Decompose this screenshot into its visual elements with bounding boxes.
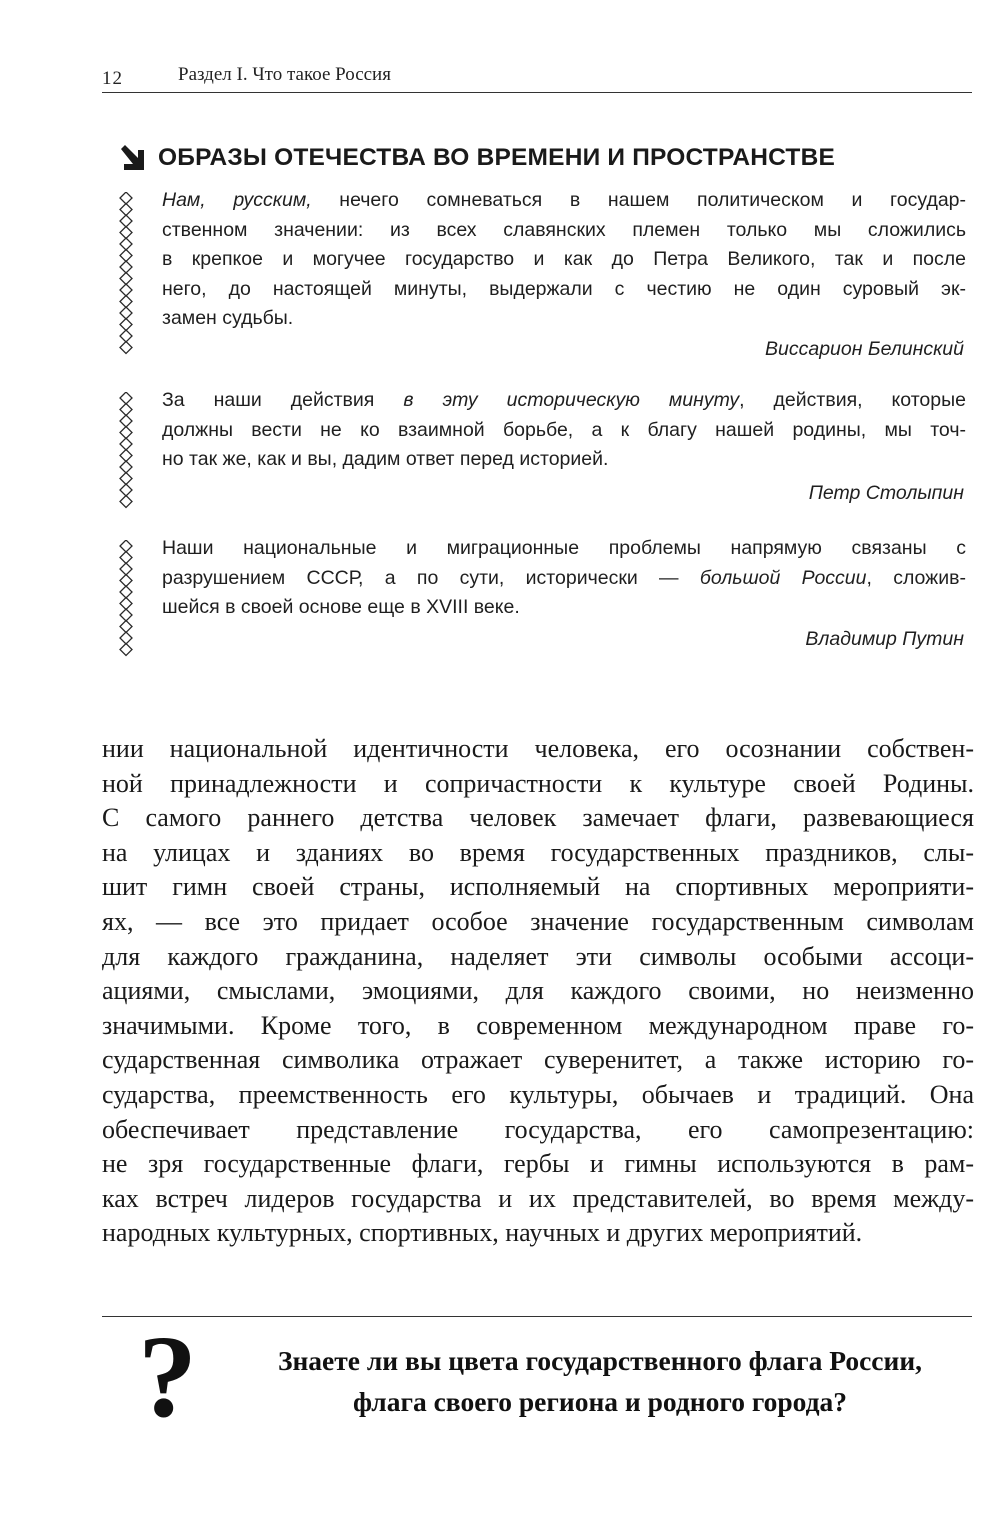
- quote-segment: замен судьбы.: [162, 307, 294, 329]
- quote-author: Владимир Путин: [805, 628, 964, 650]
- quote-text: [162, 386, 966, 475]
- quote-emphasis: большой России: [699, 566, 867, 589]
- question-line: флага своего региона и родного города?: [352, 1386, 848, 1417]
- paragraph-line: ной принадлежности и сопричастности к культуре своей Родины.: [102, 768, 974, 798]
- quote-segment: , действия, которые: [739, 389, 966, 411]
- paragraph-line: не зря государственные флаги, гербы и гимны используются в рам-: [102, 1149, 974, 1179]
- quote-segment: него, до настоящей минуты, выдержали с честию не один суровый эк-: [162, 277, 966, 300]
- quote-line: [162, 275, 966, 305]
- diamond-mark: [120, 644, 132, 656]
- diamond-mark: [120, 586, 132, 598]
- diamond-mark: [120, 438, 132, 450]
- quote-author: Петр Столыпин: [808, 482, 964, 504]
- quote-line: [162, 245, 966, 275]
- paragraph-line: для каждого гражданина, наделяет эти символы особыми ассоци-: [102, 941, 974, 971]
- diamond-mark: [120, 273, 132, 285]
- diamond-mark: [120, 484, 132, 496]
- diamond-mark: [120, 342, 132, 354]
- quote-segment: ственном значении: из всех славянских племен только мы сложились: [162, 218, 966, 241]
- quote-line: [162, 416, 966, 446]
- diamond-mark: [120, 392, 132, 404]
- quote-segment: , сложив-: [866, 566, 966, 589]
- paragraph-line: шит гимн своей страны, исполняемый на спортивных мероприяти-: [102, 872, 974, 902]
- diamond-mark: [120, 461, 132, 473]
- diamond-mark: [120, 427, 132, 439]
- quote-emphasis: Нам, русским,: [162, 189, 312, 211]
- quote-text: [162, 534, 966, 623]
- paragraph-line: сударственная символика отражает суверенитет, а также историю го-: [102, 1045, 974, 1075]
- question-rule: [102, 1316, 972, 1317]
- diamond-mark: [120, 261, 132, 273]
- quote-segment: нечего сомневаться в нашем политическом и государ-: [311, 189, 967, 211]
- paragraph-line: ях, — все это придает особое значение государственным символам: [102, 906, 974, 936]
- quote-segment: должны вести не ко взаимной борьбе, а к благу нашей родины, мы точ-: [162, 418, 966, 441]
- diamond-mark: [120, 540, 132, 552]
- diamond-mark: [120, 227, 132, 239]
- arrow-down-right-icon: [118, 144, 146, 172]
- quote-segment: шейся в своей основе еще в XVIII веке.: [162, 596, 520, 618]
- header-rule: [102, 92, 972, 93]
- quote-putin: [118, 534, 968, 664]
- paragraph-line: значимыми. Кроме того, в современном международном праве го-: [102, 1010, 974, 1040]
- question-text: [215, 1340, 985, 1422]
- paragraph-line: С самого раннего детства человек замечает флаги, развевающиеся: [102, 803, 974, 833]
- quote-line: [162, 564, 966, 594]
- paragraph-line: народных культурных, спортивных, научных и других мероприятий.: [102, 1218, 863, 1248]
- paragraph-line: обеспечивает представление государства, его самопрезентацию:: [102, 1114, 974, 1144]
- running-header: [102, 62, 972, 92]
- quote-line: [162, 186, 966, 216]
- quote-segment: За наши действия: [162, 389, 404, 411]
- diamond-mark: [120, 204, 132, 216]
- quote-emphasis: в эту историческую минуту: [403, 389, 740, 411]
- diamond-mark: [120, 330, 132, 342]
- diamond-mark: [120, 563, 132, 575]
- diamond-mark: [120, 319, 132, 331]
- diamond-mark: [120, 621, 132, 633]
- quote-belinsky: [118, 186, 968, 370]
- diamond-mark: [120, 473, 132, 485]
- quote-line: [162, 534, 966, 564]
- diamond-mark: [120, 575, 132, 587]
- diamond-ornament-icon: [118, 392, 134, 510]
- paragraph-line: ках встреч лидеров государства и их представителей, во время между-: [102, 1183, 974, 1213]
- diamond-mark: [120, 296, 132, 308]
- page-number: 12: [102, 68, 123, 89]
- quote-segment: но так же, как и вы, дадим ответ перед историей.: [162, 448, 609, 470]
- diamond-mark: [120, 496, 132, 508]
- diamond-mark: [120, 284, 132, 296]
- diamond-mark: [120, 609, 132, 621]
- question-mark-icon: ?: [138, 1311, 197, 1442]
- quote-stolypin: [118, 386, 968, 516]
- paragraph-line: нии национальной идентичности человека, его осознании собствен-: [102, 734, 974, 763]
- diamond-ornament-icon: [118, 192, 134, 364]
- diamond-mark: [120, 307, 132, 319]
- diamond-mark: [120, 192, 132, 204]
- diamond-mark: [120, 215, 132, 227]
- diamond-mark: [120, 632, 132, 644]
- diamond-mark: [120, 552, 132, 564]
- section-title: Раздел I. Что такое Россия: [178, 64, 391, 85]
- question-line: Знаете ли вы цвета государственного флага России,: [277, 1345, 923, 1376]
- quote-text: [162, 186, 966, 334]
- quote-line: [162, 593, 966, 623]
- diamond-mark: [120, 598, 132, 610]
- quote-line: [162, 304, 966, 334]
- quote-segment: Наши национальные и миграционные проблемы напрямую связаны с: [162, 537, 966, 559]
- quote-author: Виссарион Белинский: [765, 338, 964, 360]
- quote-line: [162, 445, 966, 475]
- paragraph-line: ациями, смыслами, эмоциями, для каждого своими, но неизменно: [102, 976, 974, 1006]
- quote-segment: в крепкое и могучее государство и как до Петра Великого, так и после: [162, 248, 966, 270]
- diamond-mark: [120, 450, 132, 462]
- diamond-mark: [120, 415, 132, 427]
- quote-segment: разрушением СССР, а по сути, исторически —: [162, 566, 700, 589]
- paragraph-line: на улицах и зданиях во время государственных праздников, слы-: [102, 837, 974, 867]
- main-paragraph: [102, 732, 974, 1251]
- diamond-mark: [120, 250, 132, 262]
- quote-line: [162, 386, 966, 416]
- paragraph-line: сударства, преемственность его культуры, обычаев и традиций. Она: [102, 1079, 974, 1109]
- block-title-text: ОБРАЗЫ ОТЕЧЕСТВА ВО ВРЕМЕНИ И ПРОСТРАНСТВЕ: [158, 144, 836, 171]
- quotes-block-title: [118, 140, 835, 176]
- quote-line: [162, 216, 966, 246]
- diamond-mark: [120, 404, 132, 416]
- diamond-mark: [120, 238, 132, 250]
- diamond-ornament-icon: [118, 540, 134, 658]
